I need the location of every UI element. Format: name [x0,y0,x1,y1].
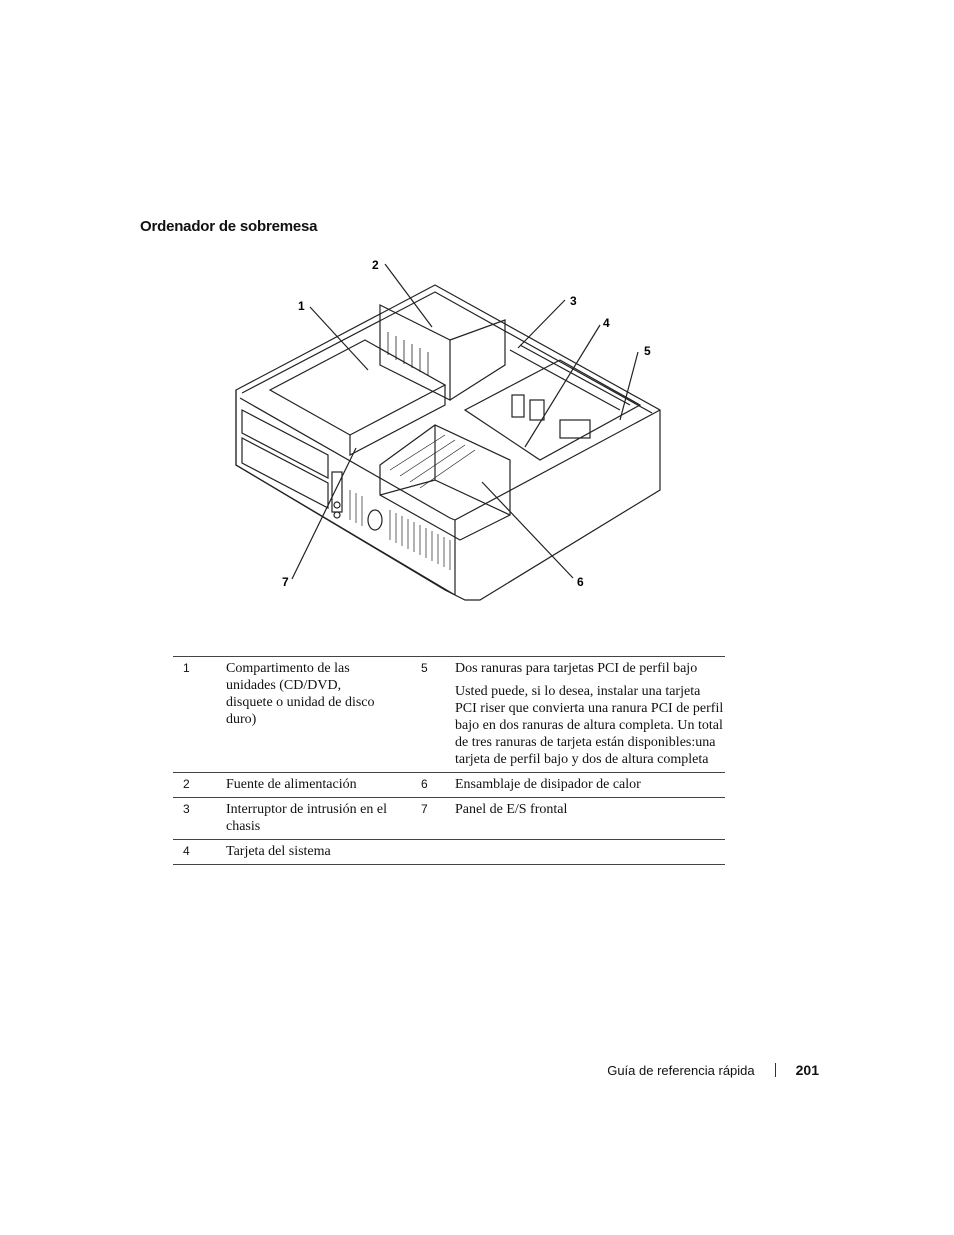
section-title: Ordenador de sobremesa [140,218,318,235]
legend-text: Tarjeta del sistema [226,840,401,865]
legend-number: 2 [173,773,226,798]
legend-number [401,840,455,865]
legend-note: Usted puede, si lo desea, instalar una tarjeta PCI riser que convierta una ranura PCI de perfil bajo en dos ranuras de altura completa. Un total de tres ranuras de tarjeta están disponibles:una tarjeta de perfil bajo y dos de altura completa [455,684,724,767]
table-row [173,798,725,840]
legend-text: Interruptor de intrusión en el chasis [226,798,401,840]
legend-number: 7 [401,798,455,840]
callout-2: 2 [372,258,379,272]
legend-number: 3 [173,798,226,840]
page-footer [607,1062,819,1078]
table-row [173,773,725,798]
legend-table [173,656,725,865]
page-number: 201 [795,1062,819,1078]
callout-7: 7 [282,575,289,589]
callout-4: 4 [603,316,610,330]
legend-cell [455,657,725,773]
callout-1: 1 [298,299,305,313]
footer-guide-title: Guía de referencia rápida [607,1062,755,1078]
desktop-computer-illustration [220,250,680,615]
callout-3: 3 [570,294,577,308]
table-row [173,840,725,865]
legend-text: Fuente de alimentación [226,773,401,798]
legend-number: 1 [173,657,226,773]
legend-text [455,840,725,865]
footer-divider [775,1063,776,1077]
legend-text: Ensamblaje de disipador de calor [455,773,725,798]
legend-number: 6 [401,773,455,798]
legend-number: 4 [173,840,226,865]
legend-text: Dos ranuras para tarjetas PCI de perfil bajo [455,661,698,676]
callout-5: 5 [644,344,651,358]
legend-text: Compartimento de las unidades (CD/DVD, disquete o unidad de disco duro) [226,657,401,773]
callout-6: 6 [577,575,584,589]
legend-text: Panel de E/S frontal [455,798,725,840]
legend-number: 5 [401,657,455,773]
table-row [173,657,725,773]
